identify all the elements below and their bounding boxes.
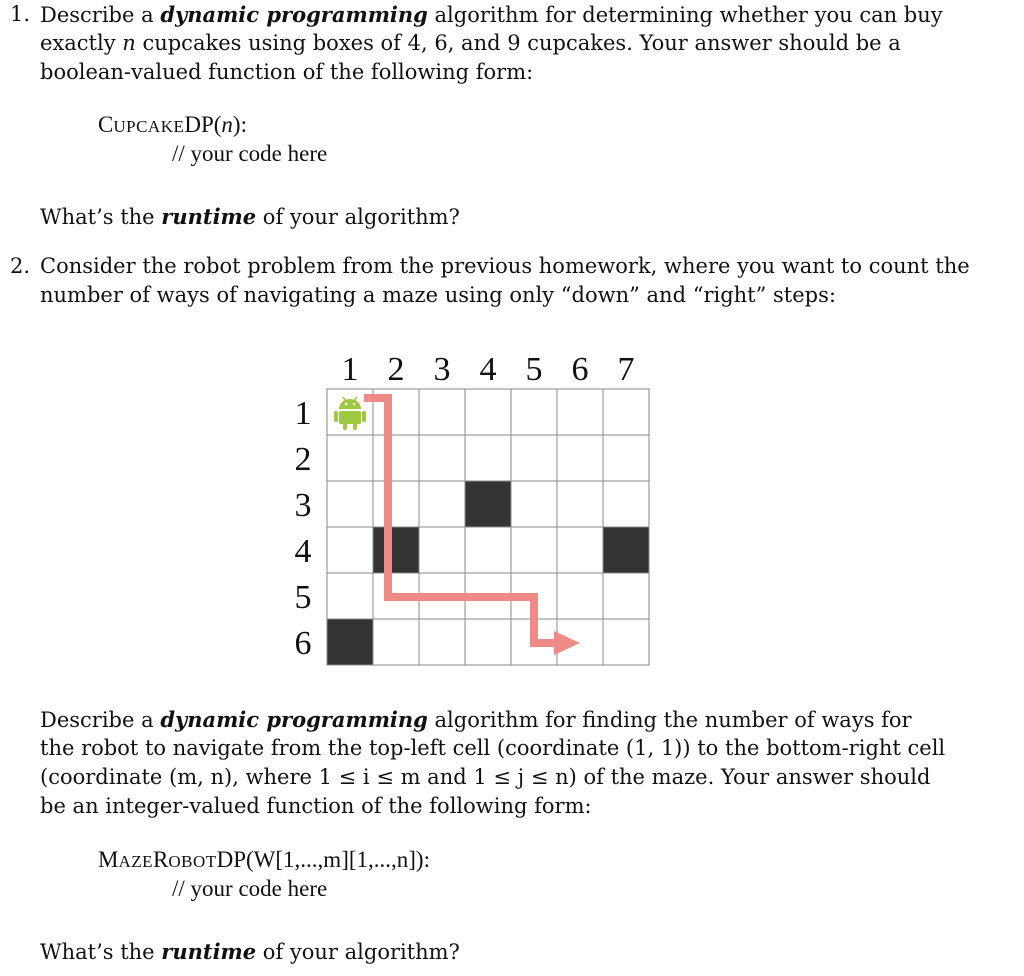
maze-row-label: 4 [294, 533, 312, 570]
maze-cell [511, 481, 557, 527]
maze-cell [465, 619, 511, 665]
q2-emphasis-dp: dynamic programming [160, 707, 428, 732]
maze-cell [373, 619, 419, 665]
maze-grid [327, 389, 649, 665]
maze-col-label: 4 [479, 351, 497, 388]
q2-number: 2. [10, 254, 31, 278]
maze-cell-blocked [373, 527, 419, 573]
q2-code-comment: // your code here [172, 876, 328, 901]
q1-function-signature: CUPCAKEDP(n): [98, 112, 247, 137]
maze-cell [465, 389, 511, 435]
maze-row-label: 2 [294, 441, 312, 478]
maze-col-label: 1 [341, 351, 359, 388]
maze-cell [373, 481, 419, 527]
maze-cell [603, 619, 649, 665]
maze-col-label: 3 [433, 351, 451, 388]
maze-cell [419, 619, 465, 665]
q2-line-2: number of ways of navigating a maze using only “down” and “right” steps: [40, 283, 836, 307]
maze-cell [511, 389, 557, 435]
maze-cell [603, 573, 649, 619]
maze-column-labels [342, 351, 635, 388]
maze-cell [419, 435, 465, 481]
maze-col-label: 7 [617, 351, 635, 388]
maze-row-label: 3 [294, 487, 312, 524]
maze-cell [603, 435, 649, 481]
maze-cell [557, 435, 603, 481]
q2-line-1: Consider the robot problem from the previous homework, where you want to count the [40, 254, 970, 278]
q2-para-line-2: the robot to navigate from the top-left cell (coordinate (1, 1)) to the bottom-right cell [40, 736, 946, 760]
maze-cell [511, 527, 557, 573]
maze-cell [327, 481, 373, 527]
maze-cell [373, 435, 419, 481]
q1-line-2: exactly n cupcakes using boxes of 4, 6, and 9 cupcakes. Your answer should be a [40, 31, 901, 55]
q1-line-3: boolean-valued function of the following form: [40, 60, 534, 84]
maze-col-label: 2 [387, 351, 405, 388]
maze-cell [327, 435, 373, 481]
maze-col-label: 5 [525, 351, 543, 388]
maze-cell [419, 389, 465, 435]
maze-cell-blocked [327, 619, 373, 665]
maze-row-label: 5 [294, 579, 312, 616]
q2-para-line-3: (coordinate (m, n), where 1 ≤ i ≤ m and 1 ≤ j ≤ n) of the maze. Your answer should [40, 765, 931, 789]
maze-cell [465, 435, 511, 481]
maze-row-label: 1 [294, 395, 312, 432]
maze-cell [419, 481, 465, 527]
maze-cell [557, 573, 603, 619]
maze-cell [465, 527, 511, 573]
maze-cell-blocked [603, 527, 649, 573]
q1-number: 1. [10, 2, 31, 26]
maze-cell [603, 389, 649, 435]
maze-cell [327, 573, 373, 619]
q1-code-comment: // your code here [172, 141, 328, 166]
maze-cell [557, 389, 603, 435]
maze-cell [557, 527, 603, 573]
q2-function-signature: MAZEROBOTDP(W[1,...,m][1,...,n]): [98, 847, 430, 872]
q2-para-line-4: be an integer-valued function of the following form: [40, 794, 592, 818]
maze-row-label: 6 [294, 625, 312, 662]
maze-cell-blocked [465, 481, 511, 527]
maze-cell [419, 527, 465, 573]
maze-cell [557, 481, 603, 527]
maze-cell [327, 527, 373, 573]
maze-row-labels [295, 395, 312, 662]
q1-line-1: Describe a dynamic programming algorithm for determining whether you can buy [40, 2, 943, 27]
maze-col-label: 6 [571, 351, 589, 388]
q2-para-line-1: Describe a dynamic programming algorithm for finding the number of ways for [40, 707, 912, 732]
q1-runtime-question: What’s the runtime of your algorithm? [40, 204, 460, 229]
q1-emphasis-dp: dynamic programming [160, 2, 428, 27]
maze-cell [603, 481, 649, 527]
maze-cell [511, 435, 557, 481]
q2-runtime-question: What’s the runtime of your algorithm? [40, 939, 460, 964]
